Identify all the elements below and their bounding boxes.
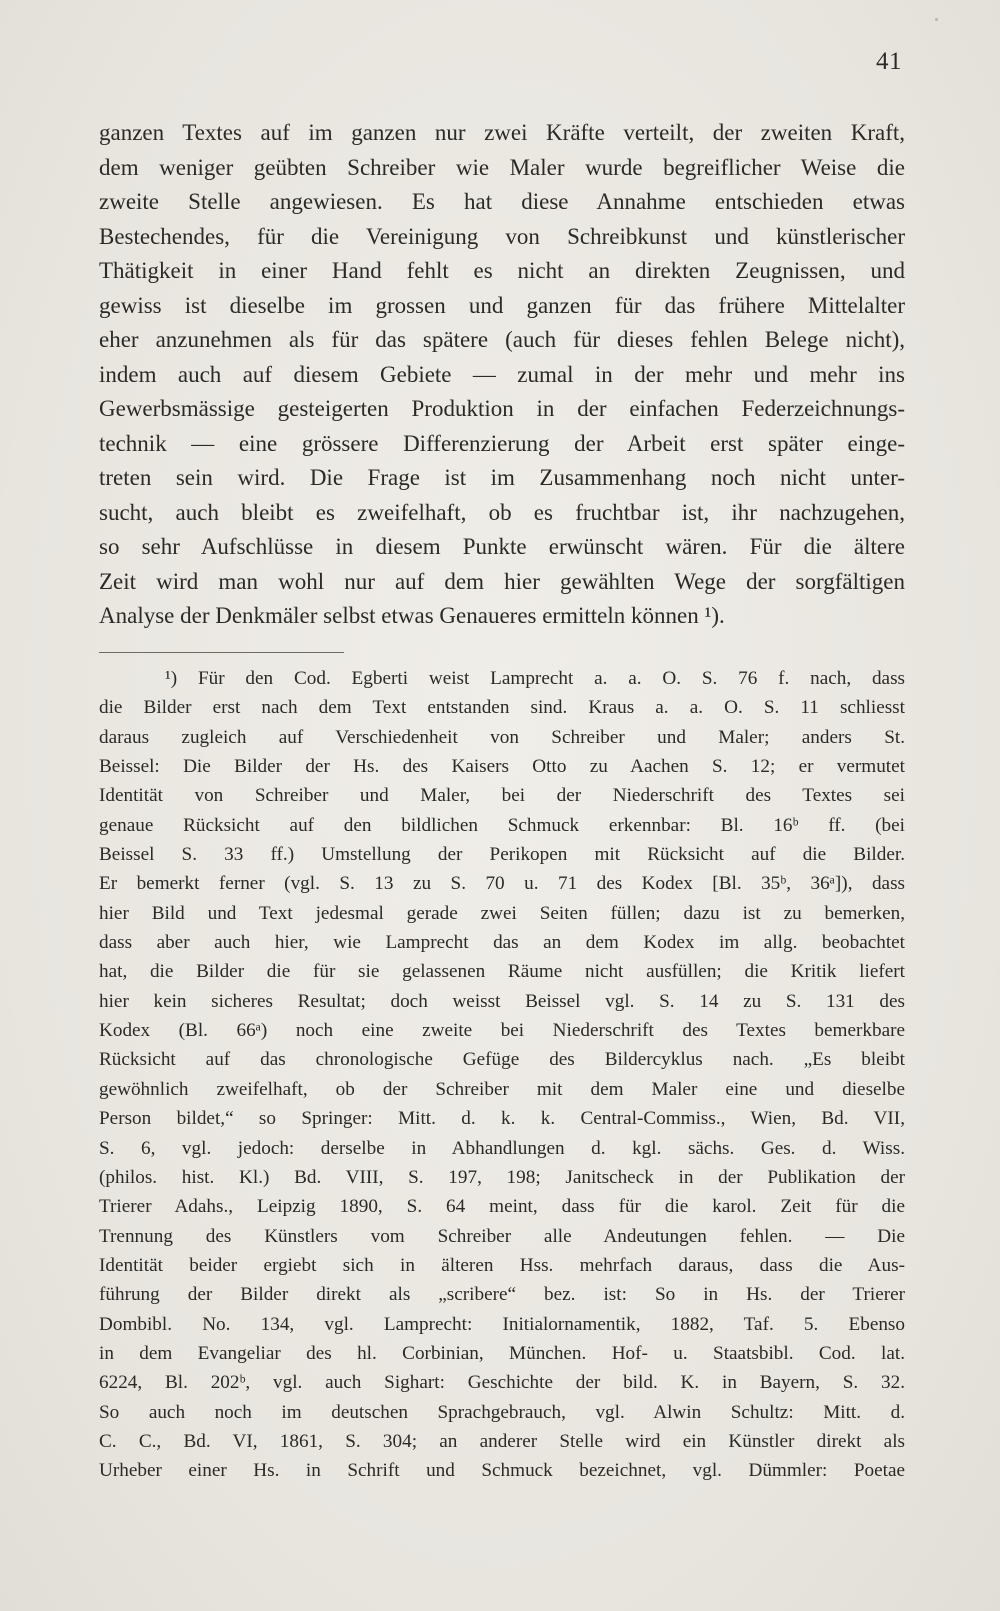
main-text-line: Thätigkeit in einer Hand fehlt es nicht an direkten Zeugnissen, und <box>99 258 905 283</box>
footnote-divider <box>99 652 344 653</box>
footnote-line: Dombibl. No. 134, vgl. Lamprecht: Initialornamentik, 1882, Taf. 5. Ebenso <box>99 1313 905 1335</box>
footnote-line: So auch noch im deutschen Sprachgebrauch, vgl. Alwin Schultz: Mitt. d. <box>99 1401 905 1423</box>
footnote-line: 6224, Bl. 202ᵇ, vgl. auch Sighart: Geschichte der bild. K. in Bayern, S. 32. <box>99 1372 905 1394</box>
footnote-line: Er bemerkt ferner (vgl. S. 13 zu S. 70 u. 71 des Kodex [Bl. 35ᵇ, 36ᵃ]), dass <box>99 873 905 895</box>
footnote-line: dass aber auch hier, wie Lamprecht das an dem Kodex im allg. beobachtet <box>99 932 905 954</box>
footnote-line: Rücksicht auf das chronologische Gefüge des Bildercyklus nach. „Es bleibt <box>99 1049 905 1071</box>
main-text-line: eher anzunehmen als für das spätere (auch für dieses fehlen Belege nicht), <box>99 327 905 352</box>
main-text-line: Bestechendes, für die Vereinigung von Schreibkunst und künstlerischer <box>99 223 905 249</box>
footnote-line: Trierer Adahs., Leipzig 1890, S. 64 meint, dass für die karol. Zeit für die <box>99 1196 905 1218</box>
main-text-line: Zeit wird man wohl nur auf dem hier gewählten Wege der sorgfältigen <box>99 568 905 594</box>
main-text-line: technik — eine grössere Differenzierung der Arbeit erst später einge- <box>99 430 905 456</box>
main-text-line: so sehr Aufschlüsse in diesem Punkte erwünscht wären. Für die ältere <box>99 534 905 559</box>
paper-speck <box>935 18 938 21</box>
main-text-line: indem auch auf diesem Gebiete — zumal in der mehr und mehr ins <box>99 361 905 387</box>
footnote-line: daraus zugleich auf Verschiedenheit von Schreiber und Maler; anders St. <box>99 726 905 748</box>
footnote-line: S. 6, vgl. jedoch: derselbe in Abhandlungen d. kgl. sächs. Ges. d. Wiss. <box>99 1137 905 1159</box>
footnote-line: C. C., Bd. VI, 1861, S. 304; an anderer Stelle wird ein Künstler direkt als <box>99 1430 905 1452</box>
footnote-line: Identität beider ergiebt sich in älteren Hss. mehrfach daraus, dass die Aus- <box>99 1254 905 1276</box>
footnote-line: hat, die Bilder die für sie gelassenen Räume nicht ausfüllen; die Kritik liefert <box>99 961 905 983</box>
footnote-line: Kodex (Bl. 66ᵃ) noch eine zweite bei Niederschrift des Textes bemerkbare <box>99 1020 905 1042</box>
main-text-line: Analyse der Denkmäler selbst etwas Genaueres ermitteln können ¹). <box>99 603 725 628</box>
footnote-line: Identität von Schreiber und Maler, bei der Niederschrift des Textes sei <box>99 785 905 807</box>
footnote-line: Beissel S. 33 ff.) Umstellung der Perikopen mit Rücksicht auf die Bilder. <box>99 844 905 866</box>
footnote-line: hier Bild und Text jedesmal gerade zwei Seiten füllen; dazu ist zu bemerken, <box>99 902 905 924</box>
footnote-line: genaue Rücksicht auf den bildlichen Schmuck erkennbar: Bl. 16ᵇ ff. (bei <box>99 814 905 836</box>
main-text-line: dem weniger geübten Schreiber wie Maler wurde begreiflicher Weise die <box>99 154 905 180</box>
page-number: 41 <box>876 48 902 75</box>
main-text-block <box>99 116 905 634</box>
main-text-line: gewiss ist dieselbe im grossen und ganzen für das frühere Mittelalter <box>99 292 905 318</box>
footnote-line: Urheber einer Hs. in Schrift und Schmuck bezeichnet, vgl. Dümmler: Poetae <box>99 1460 905 1482</box>
main-text-line: ganzen Textes auf im ganzen nur zwei Kräfte verteilt, der zweiten Kraft, <box>99 120 905 145</box>
footnote-block <box>99 664 905 1486</box>
footnote-line: in dem Evangeliar des hl. Corbinian, München. Hof- u. Staatsbibl. Cod. lat. <box>99 1342 905 1364</box>
footnote-line: (philos. hist. Kl.) Bd. VIII, S. 197, 198; Janitscheck in der Publikation der <box>99 1166 905 1188</box>
footnote-line: die Bilder erst nach dem Text entstanden sind. Kraus a. a. O. S. 11 schliesst <box>99 697 905 719</box>
footnote-line: hier kein sicheres Resultat; doch weisst Beissel vgl. S. 14 zu S. 131 des <box>99 990 905 1012</box>
main-text-line: treten sein wird. Die Frage ist im Zusammenhang noch nicht unter- <box>99 465 905 490</box>
main-text-line: Gewerbsmässige gesteigerten Produktion in der einfachen Federzeichnungs- <box>99 396 905 421</box>
footnote-line: Beissel: Die Bilder der Hs. des Kaisers Otto zu Aachen S. 12; er vermutet <box>99 756 905 778</box>
main-text-line: sucht, auch bleibt es zweifelhaft, ob es fruchtbar ist, ihr nachzugehen, <box>99 499 905 525</box>
footnote-line: Person bildet,“ so Springer: Mitt. d. k. k. Central-Commiss., Wien, Bd. VII, <box>99 1108 905 1130</box>
footnote-line: ¹) Für den Cod. Egberti weist Lamprecht a. a. O. S. 76 f. nach, dass <box>165 668 905 689</box>
footnote-line: gewöhnlich zweifelhaft, ob der Schreiber mit dem Maler eine und dieselbe <box>99 1078 905 1100</box>
footnote-line: führung der Bilder direkt als „scribere“ bez. ist: So in Hs. der Trierer <box>99 1284 905 1306</box>
footnote-line: Trennung des Künstlers vom Schreiber alle Andeutungen fehlen. — Die <box>99 1225 905 1247</box>
main-text-line: zweite Stelle angewiesen. Es hat diese Annahme entschieden etwas <box>99 189 905 214</box>
